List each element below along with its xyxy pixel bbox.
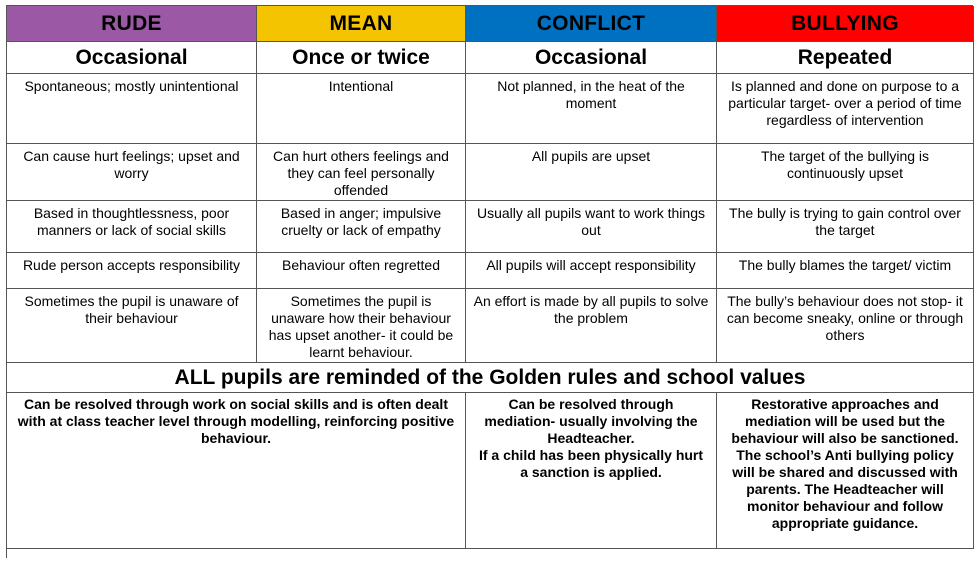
resolution-rude-mean: Can be resolved through work on social skills and is often dealt with at class teacher level through modelling, reinforcing positive behaviour. xyxy=(7,393,466,549)
table-cell: Rude person accepts responsibility xyxy=(7,253,257,289)
table-cell: All pupils are upset xyxy=(466,144,717,201)
header-mean: MEAN xyxy=(257,6,466,42)
table-cell: The bully’s behaviour does not stop- it can become sneaky, online or through others xyxy=(717,289,974,363)
table-cell: The target of the bullying is continuously upset xyxy=(717,144,974,201)
golden-rules-reminder: ALL pupils are reminded of the Golden rules and school values xyxy=(7,363,974,393)
table-cell: The bully blames the target/ victim xyxy=(717,253,974,289)
table-cell: Based in anger; impulsive cruelty or lack of empathy xyxy=(257,201,466,253)
table-cell: Behaviour often regretted xyxy=(257,253,466,289)
table-cell: An effort is made by all pupils to solve the problem xyxy=(466,289,717,363)
table-cell: Based in thoughtlessness, poor manners or lack of social skills xyxy=(7,201,257,253)
resolution-conflict-line1: Can be resolved through mediation- usually involving the Headteacher. xyxy=(484,396,698,446)
table-cell: Is planned and done on purpose to a particular target- over a period of time regardless of intervention xyxy=(717,74,974,144)
frequency-mean: Once or twice xyxy=(257,42,466,74)
header-bullying: BULLYING xyxy=(717,6,974,42)
table-cell: Spontaneous; mostly unintentional xyxy=(7,74,257,144)
resolution-conflict xyxy=(466,393,717,549)
table-cell: All pupils will accept responsibility xyxy=(466,253,717,289)
table-cell: Intentional xyxy=(257,74,466,144)
table-cell: The bully is trying to gain control over the target xyxy=(717,201,974,253)
frequency-conflict: Occasional xyxy=(466,42,717,74)
table-cell: Can hurt others feelings and they can feel personally offended xyxy=(257,144,466,201)
table-cell: Sometimes the pupil is unaware of their behaviour xyxy=(7,289,257,363)
table-cell: Usually all pupils want to work things out xyxy=(466,201,717,253)
behaviour-table xyxy=(6,5,973,558)
header-rude: RUDE xyxy=(7,6,257,42)
resolution-conflict-line2: If a child has been physically hurt a sanction is applied. xyxy=(478,447,704,480)
resolution-bullying: Restorative approaches and mediation will be used but the behaviour will also be sanctioned. The school’s Anti bullying policy will be shared and discussed with parents. The Headteacher will monitor behaviour and follow appropriate guidance. xyxy=(717,393,974,549)
frequency-rude: Occasional xyxy=(7,42,257,74)
table-cell: Sometimes the pupil is unaware how their behaviour has upset another- it could be learnt behaviour. xyxy=(257,289,466,363)
table-cell: Not planned, in the heat of the moment xyxy=(466,74,717,144)
header-conflict: CONFLICT xyxy=(466,6,717,42)
table-cell: Can cause hurt feelings; upset and worry xyxy=(7,144,257,201)
frequency-bullying: Repeated xyxy=(717,42,974,74)
